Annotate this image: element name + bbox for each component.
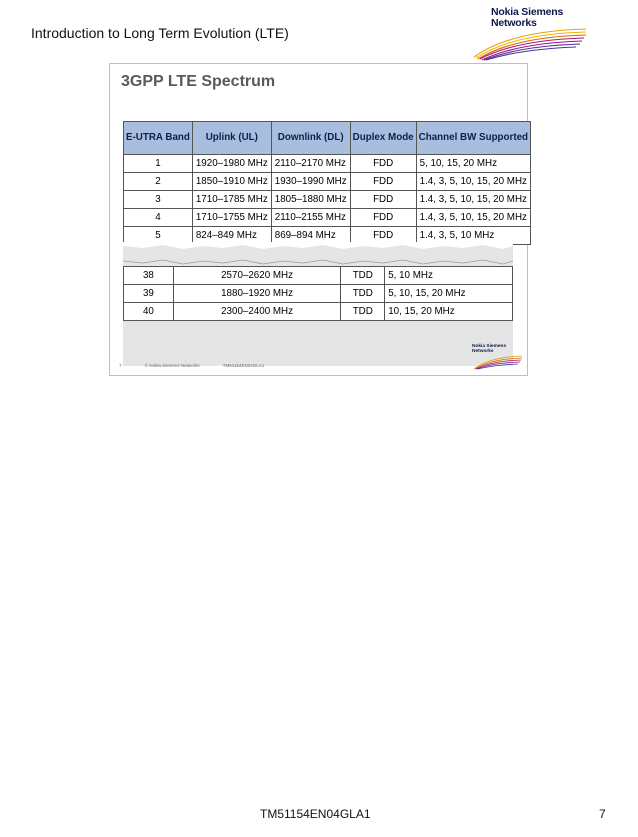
slide-code: TM51154EN04GLA1 <box>222 363 265 368</box>
table-row <box>124 303 513 321</box>
slide-logo <box>472 344 524 370</box>
band-cell: 3 <box>124 191 193 209</box>
band-cell: 2 <box>124 173 193 191</box>
table-row <box>124 173 531 191</box>
table-row <box>124 285 513 303</box>
brand-line1: Nokia Siemens <box>491 6 564 18</box>
bandwidth-cell: 1.4, 3, 5, 10, 15, 20 MHz <box>416 191 530 209</box>
fdd-table <box>123 121 531 245</box>
slide-copyright: © Nokia Siemens Networks <box>144 363 200 368</box>
col-header-uplink: Uplink (UL) <box>192 122 271 155</box>
swirl-logo-icon <box>470 27 590 61</box>
slide-logo-text <box>472 344 506 354</box>
spectrum-table <box>123 121 529 366</box>
frequency-cell: 1880–1920 MHz <box>173 285 341 303</box>
mode-cell: FDD <box>350 227 416 245</box>
band-cell: 4 <box>124 209 193 227</box>
uplink-cell: 1710–1755 MHz <box>192 209 271 227</box>
band-cell: 1 <box>124 155 193 173</box>
mode-cell: FDD <box>350 173 416 191</box>
page-number: 7 <box>599 807 606 821</box>
uplink-cell: 824–849 MHz <box>192 227 271 245</box>
swirl-logo-icon <box>472 355 524 370</box>
bandwidth-cell: 5, 10, 15, 20 MHz <box>385 285 513 303</box>
slide-logo-line1: Nokia Siemens <box>472 344 507 349</box>
mode-cell: TDD <box>341 267 385 285</box>
frequency-cell: 2570–2620 MHz <box>173 267 341 285</box>
downlink-cell: 2110–2155 MHz <box>271 209 350 227</box>
frequency-cell: 2300–2400 MHz <box>173 303 341 321</box>
bandwidth-cell: 1.4, 3, 5, 10, 15, 20 MHz <box>416 173 530 191</box>
page-header-title: Introduction to Long Term Evolution (LTE) <box>31 25 289 41</box>
table-header-row <box>124 122 531 155</box>
document-code: TM51154EN04GLA1 <box>260 807 371 821</box>
band-cell: 38 <box>124 267 174 285</box>
slide-number: 7 <box>119 363 122 368</box>
mode-cell: TDD <box>341 303 385 321</box>
downlink-cell: 1930–1990 MHz <box>271 173 350 191</box>
table-row <box>124 209 531 227</box>
uplink-cell: 1710–1785 MHz <box>192 191 271 209</box>
bandwidth-cell: 5, 10, 15, 20 MHz <box>416 155 530 173</box>
mode-cell: FDD <box>350 191 416 209</box>
slide-footer <box>119 363 286 368</box>
nokia-siemens-logo <box>470 7 590 57</box>
table-row <box>124 191 531 209</box>
bandwidth-cell: 10, 15, 20 MHz <box>385 303 513 321</box>
brand-logo-text <box>491 7 563 29</box>
slide-thumbnail <box>109 63 528 376</box>
col-header-bandwidth: Channel BW Supported <box>416 122 530 155</box>
slide-title: 3GPP LTE Spectrum <box>121 73 276 90</box>
brand-line2: Networks <box>491 17 537 29</box>
torn-edge-divider <box>123 242 513 266</box>
table-row <box>124 267 513 285</box>
downlink-cell: 2110–2170 MHz <box>271 155 350 173</box>
bandwidth-cell: 1.4, 3, 5, 10 MHz <box>416 227 530 245</box>
bandwidth-cell: 1.4, 3, 5, 10, 15, 20 MHz <box>416 209 530 227</box>
band-cell: 5 <box>124 227 193 245</box>
downlink-cell: 869–894 MHz <box>271 227 350 245</box>
uplink-cell: 1920–1980 MHz <box>192 155 271 173</box>
col-header-duplex: Duplex Mode <box>350 122 416 155</box>
slide-logo-line2: Networks <box>472 349 494 355</box>
uplink-cell: 1850–1910 MHz <box>192 173 271 191</box>
table-row <box>124 155 531 173</box>
col-header-band: E-UTRA Band <box>124 122 193 155</box>
mode-cell: FDD <box>350 155 416 173</box>
mode-cell: TDD <box>341 285 385 303</box>
downlink-cell: 1805–1880 MHz <box>271 191 350 209</box>
bandwidth-cell: 5, 10 MHz <box>385 267 513 285</box>
tdd-table <box>123 266 513 321</box>
band-cell: 40 <box>124 303 174 321</box>
band-cell: 39 <box>124 285 174 303</box>
mode-cell: FDD <box>350 209 416 227</box>
col-header-downlink: Downlink (DL) <box>271 122 350 155</box>
